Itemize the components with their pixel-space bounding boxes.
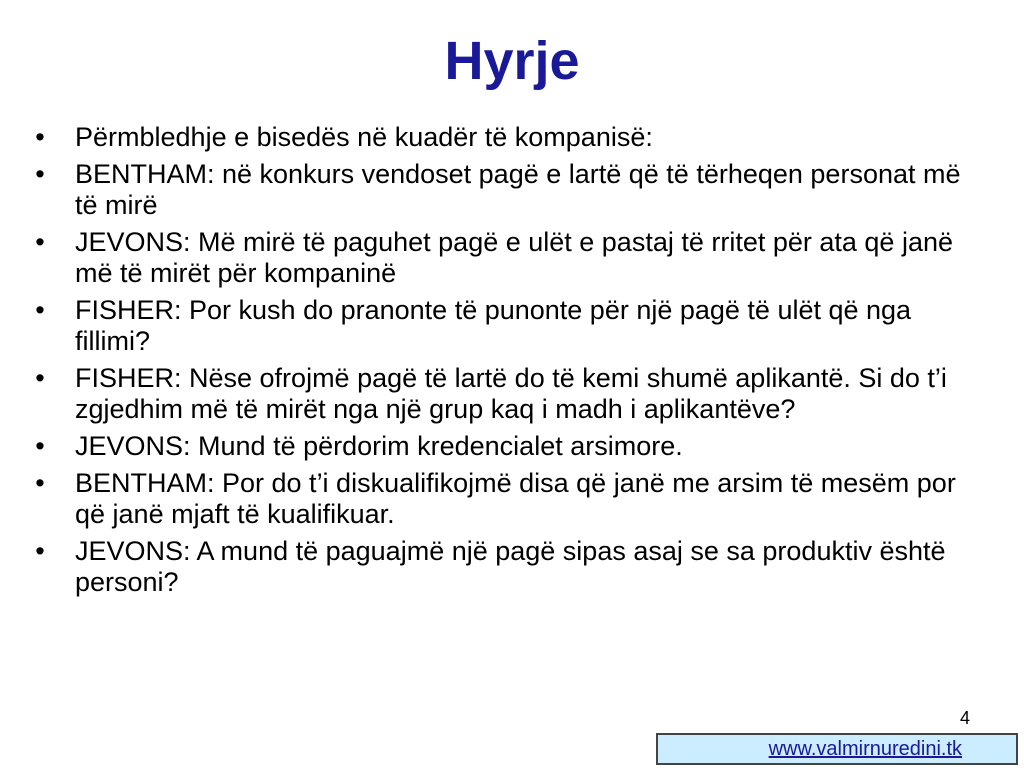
bullet-item [30, 536, 980, 598]
bullet-dot-icon: • [35, 227, 45, 257]
bullet-dot-icon: • [35, 122, 45, 152]
bullet-text: JEVONS: A mund të paguajmë një pagë sipas asaj se sa produktiv është personi? [75, 536, 946, 597]
bullet-text: BENTHAM: në konkurs vendoset pagë e lartë që të tërheqen personat më të mirë [75, 159, 961, 220]
bullet-text: FISHER: Nëse ofrojmë pagë të lartë do të kemi shumë aplikantë. Si do t’i zgjedhim më të mirët nga një grup kaq i madh i aplikantëve? [75, 363, 947, 424]
bullet-dot-icon: • [35, 363, 45, 393]
bullet-text: JEVONS: Më mirë të paguhet pagë e ulët e pastaj të rritet për ata që janë më të mirët për kompaninë [75, 227, 954, 288]
bullet-text: BENTHAM: Por do t’i diskualifikojmë disa që janë me arsim të mesëm por që janë mjaft të kualifikuar. [75, 468, 956, 529]
bullet-text: JEVONS: Mund të përdorim kredencialet arsimore. [75, 431, 683, 461]
bullet-item [30, 431, 980, 462]
bullet-dot-icon: • [35, 536, 45, 566]
website-link[interactable]: www.valmirnuredini.tk [768, 738, 962, 760]
bullet-dot-icon: • [35, 431, 45, 461]
bullet-dot-icon: • [35, 468, 45, 498]
bullet-list [30, 122, 980, 604]
bullet-text: FISHER: Por kush do pranonte të punonte për një pagë të ulët që nga fillimi? [75, 295, 912, 356]
bullet-item [30, 363, 980, 425]
bullet-text: Përmbledhje e bisedës në kuadër të kompanisë: [75, 122, 653, 152]
bullet-item [30, 468, 980, 530]
bullet-item [30, 122, 980, 153]
footer-link-box [656, 733, 1018, 765]
bullet-item [30, 227, 980, 289]
slide-title: Hyrje [444, 31, 580, 91]
bullet-item [30, 295, 980, 357]
page-number: 4 [959, 708, 970, 728]
bullet-item [30, 159, 980, 221]
bullet-dot-icon: • [35, 295, 45, 325]
bullet-dot-icon: • [35, 159, 45, 189]
